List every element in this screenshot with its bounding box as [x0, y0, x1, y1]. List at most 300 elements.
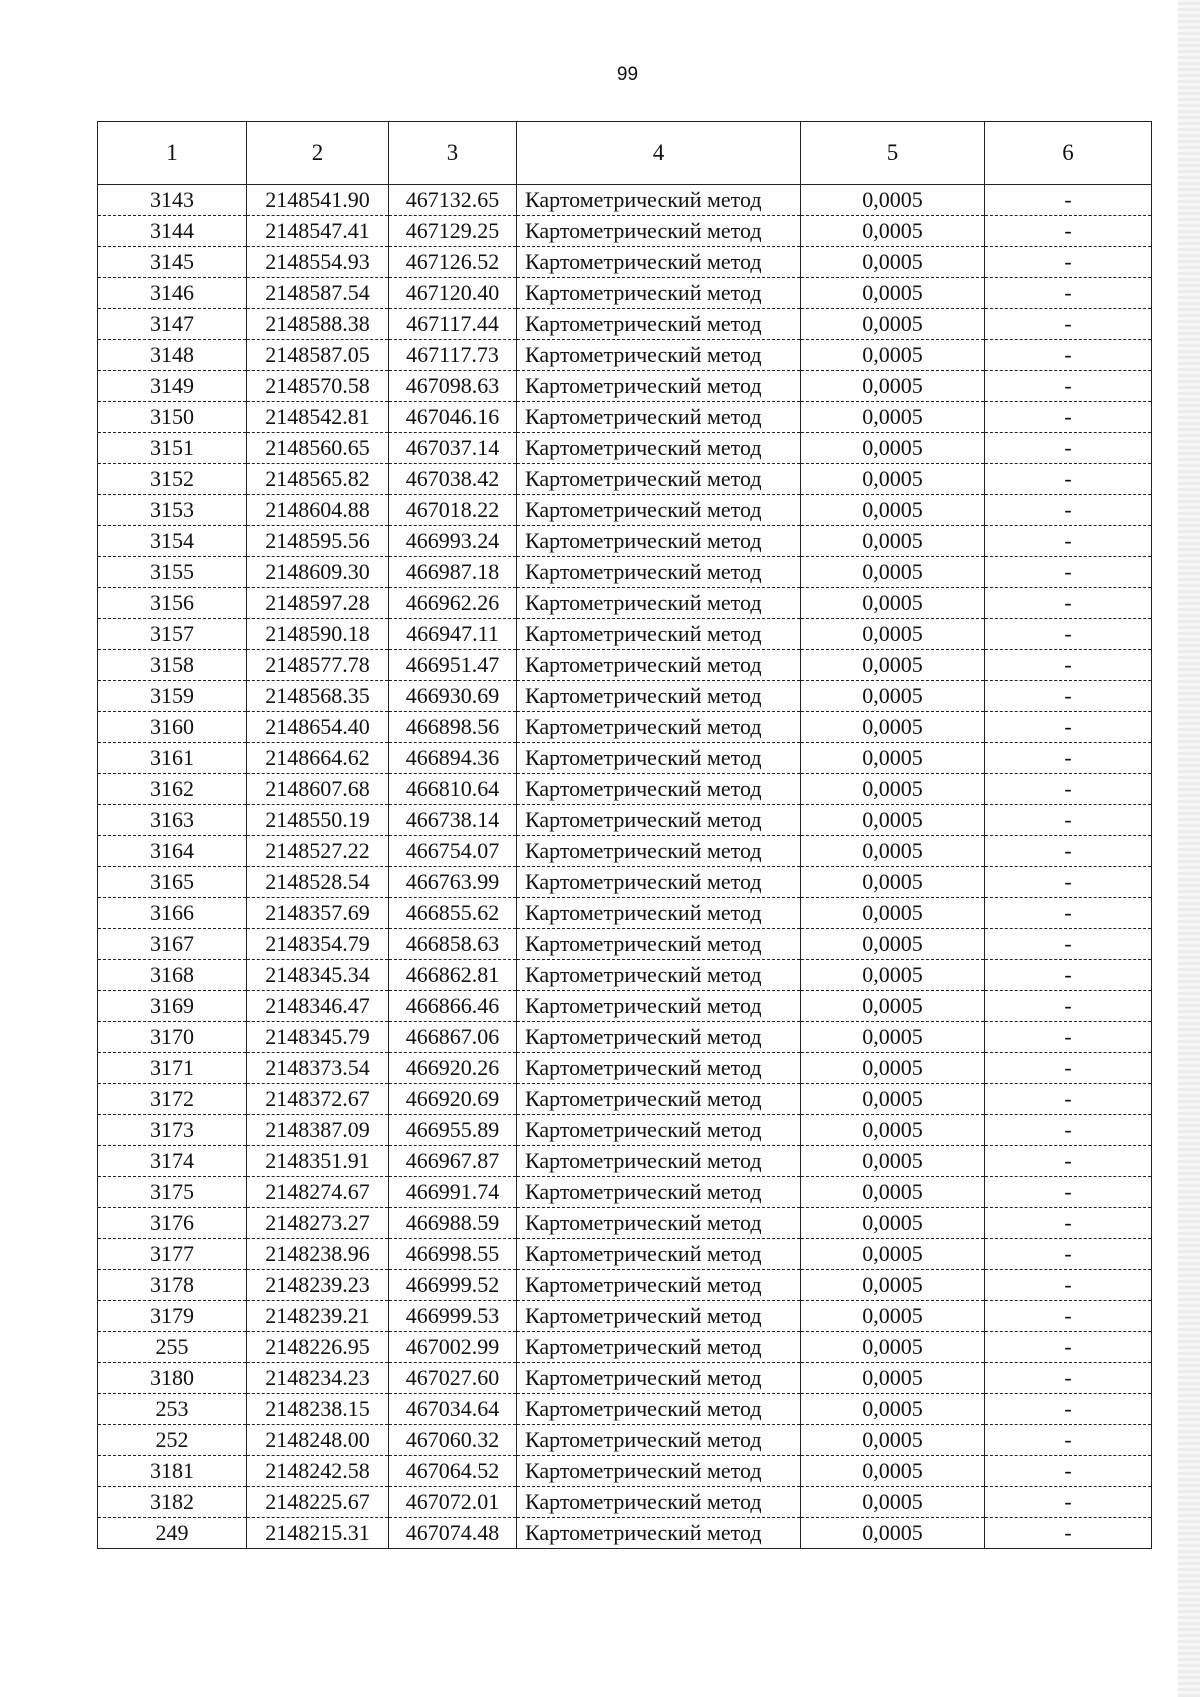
point-number-cell: 3179 — [98, 1301, 247, 1332]
note-cell: - — [985, 1518, 1152, 1549]
accuracy-cell: 0,0005 — [801, 278, 985, 309]
y-coordinate-cell: 467120.40 — [389, 278, 517, 309]
method-cell: Картометрический метод — [517, 991, 801, 1022]
method-cell: Картометрический метод — [517, 867, 801, 898]
accuracy-cell: 0,0005 — [801, 1270, 985, 1301]
point-number-cell: 3160 — [98, 712, 247, 743]
note-cell: - — [985, 712, 1152, 743]
note-cell: - — [985, 588, 1152, 619]
accuracy-cell: 0,0005 — [801, 340, 985, 371]
coordinates-table — [97, 121, 1152, 1549]
method-cell: Картометрический метод — [517, 371, 801, 402]
y-coordinate-cell: 466955.89 — [389, 1115, 517, 1146]
method-cell: Картометрический метод — [517, 1270, 801, 1301]
accuracy-cell: 0,0005 — [801, 1146, 985, 1177]
note-cell: - — [985, 557, 1152, 588]
point-number-cell: 3177 — [98, 1239, 247, 1270]
point-number-cell: 3147 — [98, 309, 247, 340]
point-number-cell: 252 — [98, 1425, 247, 1456]
note-cell: - — [985, 278, 1152, 309]
method-cell: Картометрический метод — [517, 1053, 801, 1084]
point-number-cell: 3165 — [98, 867, 247, 898]
accuracy-cell: 0,0005 — [801, 371, 985, 402]
y-coordinate-cell: 467002.99 — [389, 1332, 517, 1363]
note-cell: - — [985, 1425, 1152, 1456]
point-number-cell: 3148 — [98, 340, 247, 371]
header-col-1: 1 — [98, 122, 247, 185]
y-coordinate-cell: 466855.62 — [389, 898, 517, 929]
note-cell: - — [985, 1394, 1152, 1425]
note-cell: - — [985, 681, 1152, 712]
y-coordinate-cell: 467072.01 — [389, 1487, 517, 1518]
method-cell: Картометрический метод — [517, 340, 801, 371]
point-number-cell: 255 — [98, 1332, 247, 1363]
accuracy-cell: 0,0005 — [801, 1239, 985, 1270]
point-number-cell: 3150 — [98, 402, 247, 433]
accuracy-cell: 0,0005 — [801, 650, 985, 681]
method-cell: Картометрический метод — [517, 898, 801, 929]
note-cell: - — [985, 991, 1152, 1022]
x-coordinate-cell: 2148215.31 — [247, 1518, 389, 1549]
table-row — [98, 619, 1152, 650]
table-row — [98, 836, 1152, 867]
x-coordinate-cell: 2148565.82 — [247, 464, 389, 495]
x-coordinate-cell: 2148587.54 — [247, 278, 389, 309]
point-number-cell: 3167 — [98, 929, 247, 960]
accuracy-cell: 0,0005 — [801, 960, 985, 991]
x-coordinate-cell: 2148387.09 — [247, 1115, 389, 1146]
x-coordinate-cell: 2148541.90 — [247, 185, 389, 216]
point-number-cell: 3168 — [98, 960, 247, 991]
table-row — [98, 588, 1152, 619]
accuracy-cell: 0,0005 — [801, 774, 985, 805]
point-number-cell: 3162 — [98, 774, 247, 805]
y-coordinate-cell: 467046.16 — [389, 402, 517, 433]
point-number-cell: 3149 — [98, 371, 247, 402]
table-row — [98, 960, 1152, 991]
page-number: 99 — [616, 64, 639, 85]
method-cell: Картометрический метод — [517, 185, 801, 216]
y-coordinate-cell: 466947.11 — [389, 619, 517, 650]
method-cell: Картометрический метод — [517, 619, 801, 650]
method-cell: Картометрический метод — [517, 712, 801, 743]
table-row — [98, 216, 1152, 247]
note-cell: - — [985, 805, 1152, 836]
header-col-6: 6 — [985, 122, 1152, 185]
table-row — [98, 1022, 1152, 1053]
table-row — [98, 774, 1152, 805]
point-number-cell: 3163 — [98, 805, 247, 836]
x-coordinate-cell: 2148604.88 — [247, 495, 389, 526]
note-cell: - — [985, 1487, 1152, 1518]
x-coordinate-cell: 2148595.56 — [247, 526, 389, 557]
note-cell: - — [985, 433, 1152, 464]
method-cell: Картометрический метод — [517, 1208, 801, 1239]
table-row — [98, 712, 1152, 743]
accuracy-cell: 0,0005 — [801, 402, 985, 433]
x-coordinate-cell: 2148577.78 — [247, 650, 389, 681]
table-row — [98, 898, 1152, 929]
note-cell: - — [985, 526, 1152, 557]
accuracy-cell: 0,0005 — [801, 898, 985, 929]
note-cell: - — [985, 1239, 1152, 1270]
table-header-row — [98, 122, 1152, 185]
note-cell: - — [985, 836, 1152, 867]
point-number-cell: 3171 — [98, 1053, 247, 1084]
note-cell: - — [985, 1022, 1152, 1053]
table-row — [98, 1487, 1152, 1518]
table-row — [98, 1146, 1152, 1177]
x-coordinate-cell: 2148274.67 — [247, 1177, 389, 1208]
y-coordinate-cell: 467037.14 — [389, 433, 517, 464]
y-coordinate-cell: 467132.65 — [389, 185, 517, 216]
point-number-cell: 3174 — [98, 1146, 247, 1177]
accuracy-cell: 0,0005 — [801, 619, 985, 650]
header-col-3: 3 — [389, 122, 517, 185]
point-number-cell: 3164 — [98, 836, 247, 867]
table-row — [98, 1084, 1152, 1115]
y-coordinate-cell: 466920.26 — [389, 1053, 517, 1084]
table-row — [98, 1456, 1152, 1487]
accuracy-cell: 0,0005 — [801, 681, 985, 712]
method-cell: Картометрический метод — [517, 495, 801, 526]
y-coordinate-cell: 466951.47 — [389, 650, 517, 681]
x-coordinate-cell: 2148345.34 — [247, 960, 389, 991]
accuracy-cell: 0,0005 — [801, 185, 985, 216]
table-row — [98, 1425, 1152, 1456]
point-number-cell: 249 — [98, 1518, 247, 1549]
table-row — [98, 1239, 1152, 1270]
method-cell: Картометрический метод — [517, 681, 801, 712]
y-coordinate-cell: 467034.64 — [389, 1394, 517, 1425]
point-number-cell: 3182 — [98, 1487, 247, 1518]
table-row — [98, 929, 1152, 960]
accuracy-cell: 0,0005 — [801, 495, 985, 526]
method-cell: Картометрический метод — [517, 216, 801, 247]
point-number-cell: 3143 — [98, 185, 247, 216]
accuracy-cell: 0,0005 — [801, 712, 985, 743]
table-row — [98, 526, 1152, 557]
x-coordinate-cell: 2148568.35 — [247, 681, 389, 712]
point-number-cell: 3146 — [98, 278, 247, 309]
note-cell: - — [985, 960, 1152, 991]
point-number-cell: 3169 — [98, 991, 247, 1022]
table-row — [98, 1115, 1152, 1146]
note-cell: - — [985, 1301, 1152, 1332]
y-coordinate-cell: 467129.25 — [389, 216, 517, 247]
y-coordinate-cell: 466993.24 — [389, 526, 517, 557]
accuracy-cell: 0,0005 — [801, 1363, 985, 1394]
note-cell: - — [985, 216, 1152, 247]
y-coordinate-cell: 467117.73 — [389, 340, 517, 371]
method-cell: Картометрический метод — [517, 929, 801, 960]
note-cell: - — [985, 1115, 1152, 1146]
table-row — [98, 495, 1152, 526]
point-number-cell: 3158 — [98, 650, 247, 681]
accuracy-cell: 0,0005 — [801, 588, 985, 619]
x-coordinate-cell: 2148588.38 — [247, 309, 389, 340]
y-coordinate-cell: 466894.36 — [389, 743, 517, 774]
method-cell: Картометрический метод — [517, 774, 801, 805]
y-coordinate-cell: 467038.42 — [389, 464, 517, 495]
table-row — [98, 247, 1152, 278]
y-coordinate-cell: 466862.81 — [389, 960, 517, 991]
note-cell: - — [985, 371, 1152, 402]
note-cell: - — [985, 1208, 1152, 1239]
point-number-cell: 3157 — [98, 619, 247, 650]
y-coordinate-cell: 466867.06 — [389, 1022, 517, 1053]
x-coordinate-cell: 2148587.05 — [247, 340, 389, 371]
note-cell: - — [985, 619, 1152, 650]
accuracy-cell: 0,0005 — [801, 1394, 985, 1425]
y-coordinate-cell: 466991.74 — [389, 1177, 517, 1208]
table-row — [98, 1518, 1152, 1549]
point-number-cell: 253 — [98, 1394, 247, 1425]
method-cell: Картометрический метод — [517, 1146, 801, 1177]
table-body — [98, 185, 1152, 1549]
y-coordinate-cell: 466999.53 — [389, 1301, 517, 1332]
note-cell: - — [985, 1053, 1152, 1084]
scan-edge — [1178, 0, 1200, 1697]
accuracy-cell: 0,0005 — [801, 743, 985, 774]
table-row — [98, 185, 1152, 216]
y-coordinate-cell: 466999.52 — [389, 1270, 517, 1301]
table-row — [98, 433, 1152, 464]
y-coordinate-cell: 466898.56 — [389, 712, 517, 743]
note-cell: - — [985, 650, 1152, 681]
method-cell: Картометрический метод — [517, 1425, 801, 1456]
method-cell: Картометрический метод — [517, 309, 801, 340]
header-col-2: 2 — [247, 122, 389, 185]
method-cell: Картометрический метод — [517, 433, 801, 464]
point-number-cell: 3155 — [98, 557, 247, 588]
accuracy-cell: 0,0005 — [801, 836, 985, 867]
accuracy-cell: 0,0005 — [801, 867, 985, 898]
point-number-cell: 3180 — [98, 1363, 247, 1394]
accuracy-cell: 0,0005 — [801, 1301, 985, 1332]
method-cell: Картометрический метод — [517, 247, 801, 278]
accuracy-cell: 0,0005 — [801, 1177, 985, 1208]
note-cell: - — [985, 1084, 1152, 1115]
accuracy-cell: 0,0005 — [801, 1518, 985, 1549]
table-row — [98, 1363, 1152, 1394]
x-coordinate-cell: 2148226.95 — [247, 1332, 389, 1363]
x-coordinate-cell: 2148664.62 — [247, 743, 389, 774]
y-coordinate-cell: 467027.60 — [389, 1363, 517, 1394]
x-coordinate-cell: 2148609.30 — [247, 557, 389, 588]
y-coordinate-cell: 466987.18 — [389, 557, 517, 588]
method-cell: Картометрический метод — [517, 402, 801, 433]
x-coordinate-cell: 2148528.54 — [247, 867, 389, 898]
accuracy-cell: 0,0005 — [801, 1487, 985, 1518]
note-cell: - — [985, 340, 1152, 371]
note-cell: - — [985, 1456, 1152, 1487]
method-cell: Картометрический метод — [517, 1084, 801, 1115]
accuracy-cell: 0,0005 — [801, 805, 985, 836]
point-number-cell: 3161 — [98, 743, 247, 774]
accuracy-cell: 0,0005 — [801, 1084, 985, 1115]
y-coordinate-cell: 466962.26 — [389, 588, 517, 619]
note-cell: - — [985, 929, 1152, 960]
point-number-cell: 3173 — [98, 1115, 247, 1146]
method-cell: Картометрический метод — [517, 464, 801, 495]
point-number-cell: 3172 — [98, 1084, 247, 1115]
y-coordinate-cell: 467074.48 — [389, 1518, 517, 1549]
x-coordinate-cell: 2148273.27 — [247, 1208, 389, 1239]
y-coordinate-cell: 466754.07 — [389, 836, 517, 867]
method-cell: Картометрический метод — [517, 278, 801, 309]
accuracy-cell: 0,0005 — [801, 1022, 985, 1053]
table-row — [98, 867, 1152, 898]
y-coordinate-cell: 466998.55 — [389, 1239, 517, 1270]
table-row — [98, 464, 1152, 495]
accuracy-cell: 0,0005 — [801, 1208, 985, 1239]
x-coordinate-cell: 2148527.22 — [247, 836, 389, 867]
table-row — [98, 1208, 1152, 1239]
note-cell: - — [985, 495, 1152, 526]
x-coordinate-cell: 2148351.91 — [247, 1146, 389, 1177]
point-number-cell: 3181 — [98, 1456, 247, 1487]
y-coordinate-cell: 467098.63 — [389, 371, 517, 402]
accuracy-cell: 0,0005 — [801, 433, 985, 464]
y-coordinate-cell: 467117.44 — [389, 309, 517, 340]
table-row — [98, 371, 1152, 402]
method-cell: Картометрический метод — [517, 805, 801, 836]
method-cell: Картометрический метод — [517, 526, 801, 557]
x-coordinate-cell: 2148560.65 — [247, 433, 389, 464]
method-cell: Картометрический метод — [517, 1487, 801, 1518]
table-row — [98, 805, 1152, 836]
y-coordinate-cell: 466930.69 — [389, 681, 517, 712]
y-coordinate-cell: 466866.46 — [389, 991, 517, 1022]
point-number-cell: 3159 — [98, 681, 247, 712]
accuracy-cell: 0,0005 — [801, 1332, 985, 1363]
method-cell: Картометрический метод — [517, 1115, 801, 1146]
x-coordinate-cell: 2148345.79 — [247, 1022, 389, 1053]
method-cell: Картометрический метод — [517, 836, 801, 867]
accuracy-cell: 0,0005 — [801, 1115, 985, 1146]
point-number-cell: 3152 — [98, 464, 247, 495]
y-coordinate-cell: 467018.22 — [389, 495, 517, 526]
y-coordinate-cell: 466810.64 — [389, 774, 517, 805]
y-coordinate-cell: 466763.99 — [389, 867, 517, 898]
accuracy-cell: 0,0005 — [801, 1425, 985, 1456]
y-coordinate-cell: 466858.63 — [389, 929, 517, 960]
note-cell: - — [985, 1177, 1152, 1208]
note-cell: - — [985, 185, 1152, 216]
method-cell: Картометрический метод — [517, 743, 801, 774]
method-cell: Картометрический метод — [517, 1332, 801, 1363]
x-coordinate-cell: 2148542.81 — [247, 402, 389, 433]
note-cell: - — [985, 1270, 1152, 1301]
note-cell: - — [985, 309, 1152, 340]
table-row — [98, 1270, 1152, 1301]
method-cell: Картометрический метод — [517, 1363, 801, 1394]
x-coordinate-cell: 2148554.93 — [247, 247, 389, 278]
note-cell: - — [985, 867, 1152, 898]
x-coordinate-cell: 2148570.58 — [247, 371, 389, 402]
x-coordinate-cell: 2148372.67 — [247, 1084, 389, 1115]
table-row — [98, 278, 1152, 309]
x-coordinate-cell: 2148357.69 — [247, 898, 389, 929]
x-coordinate-cell: 2148239.23 — [247, 1270, 389, 1301]
point-number-cell: 3166 — [98, 898, 247, 929]
method-cell: Картометрический метод — [517, 960, 801, 991]
table-row — [98, 1332, 1152, 1363]
point-number-cell: 3153 — [98, 495, 247, 526]
x-coordinate-cell: 2148346.47 — [247, 991, 389, 1022]
accuracy-cell: 0,0005 — [801, 247, 985, 278]
accuracy-cell: 0,0005 — [801, 309, 985, 340]
table-row — [98, 557, 1152, 588]
point-number-cell: 3178 — [98, 1270, 247, 1301]
point-number-cell: 3154 — [98, 526, 247, 557]
table-row — [98, 1394, 1152, 1425]
note-cell: - — [985, 464, 1152, 495]
accuracy-cell: 0,0005 — [801, 526, 985, 557]
note-cell: - — [985, 898, 1152, 929]
y-coordinate-cell: 467060.32 — [389, 1425, 517, 1456]
note-cell: - — [985, 1332, 1152, 1363]
table-row — [98, 1301, 1152, 1332]
accuracy-cell: 0,0005 — [801, 464, 985, 495]
x-coordinate-cell: 2148242.58 — [247, 1456, 389, 1487]
y-coordinate-cell: 466920.69 — [389, 1084, 517, 1115]
note-cell: - — [985, 1146, 1152, 1177]
table-row — [98, 743, 1152, 774]
method-cell: Картометрический метод — [517, 1518, 801, 1549]
x-coordinate-cell: 2148239.21 — [247, 1301, 389, 1332]
x-coordinate-cell: 2148225.67 — [247, 1487, 389, 1518]
table-row — [98, 309, 1152, 340]
accuracy-cell: 0,0005 — [801, 929, 985, 960]
x-coordinate-cell: 2148354.79 — [247, 929, 389, 960]
x-coordinate-cell: 2148234.23 — [247, 1363, 389, 1394]
table-row — [98, 681, 1152, 712]
table-row — [98, 340, 1152, 371]
accuracy-cell: 0,0005 — [801, 991, 985, 1022]
point-number-cell: 3175 — [98, 1177, 247, 1208]
point-number-cell: 3176 — [98, 1208, 247, 1239]
note-cell: - — [985, 247, 1152, 278]
x-coordinate-cell: 2148238.15 — [247, 1394, 389, 1425]
note-cell: - — [985, 774, 1152, 805]
method-cell: Картометрический метод — [517, 1239, 801, 1270]
method-cell: Картометрический метод — [517, 1301, 801, 1332]
point-number-cell: 3151 — [98, 433, 247, 464]
table-row — [98, 402, 1152, 433]
y-coordinate-cell: 467126.52 — [389, 247, 517, 278]
method-cell: Картометрический метод — [517, 650, 801, 681]
y-coordinate-cell: 466988.59 — [389, 1208, 517, 1239]
header-col-4: 4 — [517, 122, 801, 185]
x-coordinate-cell: 2148373.54 — [247, 1053, 389, 1084]
point-number-cell: 3170 — [98, 1022, 247, 1053]
x-coordinate-cell: 2148550.19 — [247, 805, 389, 836]
method-cell: Картометрический метод — [517, 1394, 801, 1425]
method-cell: Картометрический метод — [517, 1456, 801, 1487]
note-cell: - — [985, 402, 1152, 433]
x-coordinate-cell: 2148248.00 — [247, 1425, 389, 1456]
y-coordinate-cell: 466738.14 — [389, 805, 517, 836]
x-coordinate-cell: 2148654.40 — [247, 712, 389, 743]
accuracy-cell: 0,0005 — [801, 1456, 985, 1487]
y-coordinate-cell: 467064.52 — [389, 1456, 517, 1487]
note-cell: - — [985, 1363, 1152, 1394]
method-cell: Картометрический метод — [517, 1022, 801, 1053]
table-row — [98, 991, 1152, 1022]
point-number-cell: 3144 — [98, 216, 247, 247]
